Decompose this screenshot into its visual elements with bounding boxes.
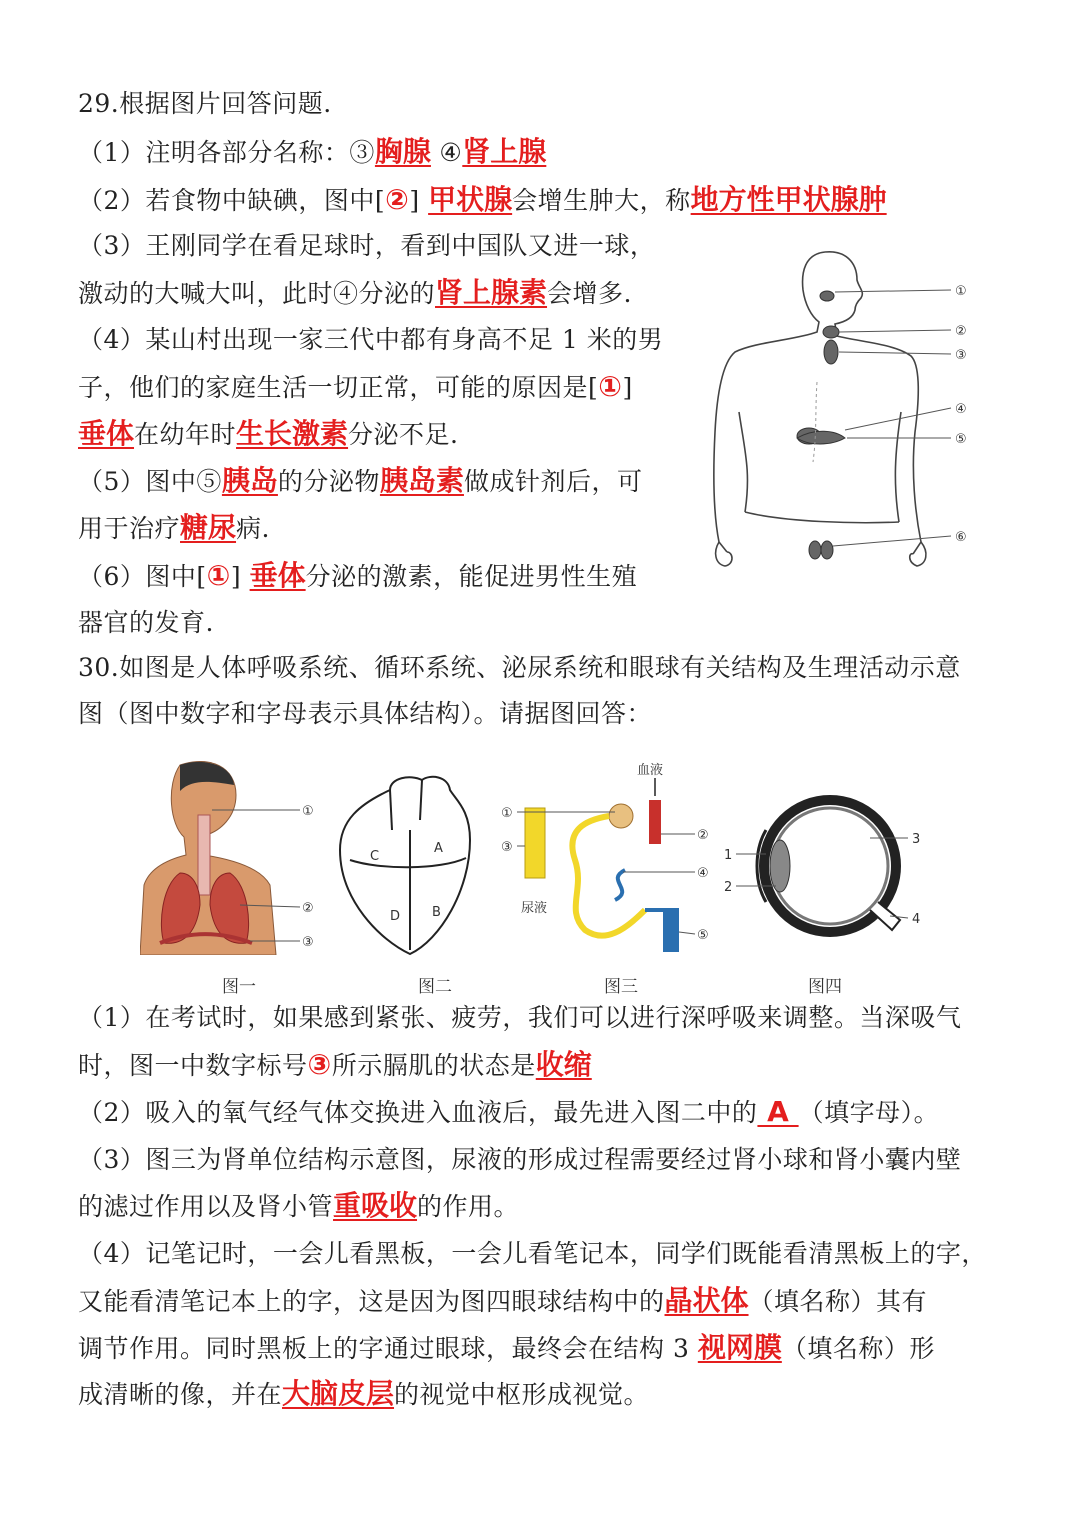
q30-part4-line1: （4）记笔记时，一会儿看黑板，一会儿看笔记本，同学们既能看清黑板上的字， — [78, 1239, 987, 1268]
fig3-label-blood: 血液 — [637, 763, 664, 778]
fig-label-1: ① — [955, 284, 967, 299]
q30-part2-post: （填字母）。 — [798, 1098, 940, 1127]
heart-label-b: B — [432, 905, 441, 920]
heart-label-c: C — [370, 849, 380, 864]
eye-label-2: 2 — [724, 880, 733, 895]
q30-part1-text: 时，图一中数字标号 — [78, 1051, 308, 1080]
testis-shape — [809, 541, 821, 559]
thymus-shape — [824, 340, 838, 364]
q30-part3-line1: （3）图三为肾单位结构示意图，尿液的形成过程需要经过肾小球和肾小囊内壁 — [78, 1145, 962, 1174]
q29-part3-text: 激动的大喊大叫，此时④分泌的 — [78, 279, 436, 308]
answer-growth-hormone: 生长激素 — [236, 417, 349, 450]
fig3-label-2: ② — [697, 828, 709, 843]
answer-number-2: ② — [385, 183, 410, 216]
q30-title-line2: 图（图中数字和字母表示具体结构）。请据图回答： — [78, 699, 653, 728]
fig-label-5: ⑤ — [955, 432, 967, 447]
q30-part4-line2 — [78, 1281, 927, 1322]
fig-label-6: ⑥ — [955, 530, 967, 545]
caption-fig1: 图一 — [222, 977, 256, 997]
answer-lens: 晶状体 — [664, 1284, 749, 1317]
q29-part3-line2 — [78, 273, 632, 314]
heart-label-d: D — [390, 909, 401, 924]
answer-reabsorption: 重吸收 — [333, 1189, 418, 1222]
fig1-label-3: ③ — [302, 935, 314, 950]
q30-part1-mid: 所示膈肌的状态是 — [331, 1051, 536, 1080]
answer-retina: 视网膜 — [697, 1331, 782, 1364]
fig-label-2: ② — [955, 324, 967, 339]
q29-part5-mid: 的分泌物 — [277, 467, 380, 496]
figure-nephron — [495, 760, 725, 960]
q29-part4-mid: 在幼年时 — [134, 420, 237, 449]
q29-part2 — [78, 180, 887, 221]
answer-number-1: ① — [598, 370, 623, 403]
fig3-label-5: ⑤ — [697, 928, 709, 943]
answer-left-atrium: A — [757, 1095, 799, 1128]
q29-part1-text: （1）注明各部分名称：③ — [78, 138, 375, 167]
fig3-label-1: ① — [501, 806, 513, 821]
q29-part4-post: 分泌不足. — [348, 420, 459, 449]
answer-thymus: 胸腺 — [374, 135, 431, 168]
thyroid-shape — [823, 326, 839, 338]
q29-part5-l2-post: 病. — [236, 514, 270, 543]
q29-part4-text: 子，他们的家庭生活一切正常，可能的原因是[ — [78, 373, 599, 402]
caption-fig4: 图四 — [808, 977, 842, 997]
q29-part2-text: （2）若食物中缺碘，图中[ — [78, 186, 386, 215]
answer-adrenal-gland: 肾上腺 — [462, 135, 547, 168]
q29-title: 29.根据图片回答问题. — [78, 89, 332, 118]
answer-thyroid: 甲状腺 — [428, 183, 513, 216]
fig1-label-2: ② — [302, 901, 314, 916]
q30-part4-l4-post: 的视觉中枢形成视觉。 — [394, 1380, 650, 1409]
q30-part4-l4: 成清晰的像，并在 — [78, 1380, 283, 1409]
q29-part5-post: 做成针剂后，可 — [463, 467, 643, 496]
answer-goiter: 地方性甲状腺肿 — [690, 183, 887, 216]
answer-diabetes: 糖尿 — [180, 511, 237, 544]
q29-part5-line2 — [78, 508, 270, 549]
fig3-label-3: ③ — [501, 840, 513, 855]
q29-part5-line1 — [78, 461, 642, 502]
endocrine-figure — [705, 232, 995, 582]
q30-part4-text: 又能看清笔记本上的字，这是因为图四眼球结构中的 — [78, 1287, 665, 1316]
pituitary-shape — [820, 291, 834, 301]
answer-number-1b: ① — [206, 559, 231, 592]
q29-part1-mid: ④ — [430, 138, 463, 167]
answer-insulin: 胰岛素 — [379, 464, 464, 497]
fig3-label-urine: 尿液 — [521, 901, 548, 916]
caption-fig3: 图三 — [604, 977, 638, 997]
heart-label-a: A — [434, 841, 443, 856]
figure-heart — [330, 770, 490, 960]
q30-part3-text: 的滤过作用以及肾小管 — [78, 1192, 334, 1221]
caption-fig2: 图二 — [418, 977, 452, 997]
q30-part4-post: （填名称）其有 — [748, 1287, 928, 1316]
fig1-label-1: ① — [302, 804, 314, 819]
answer-adrenaline: 肾上腺素 — [435, 276, 548, 309]
answer-pituitary: 垂体 — [78, 417, 135, 450]
q29-part6-post: 分泌的激素，能促进男性生殖 — [305, 562, 638, 591]
figure-eye — [720, 790, 930, 950]
answer-cerebral-cortex: 大脑皮层 — [282, 1377, 395, 1410]
q29-part2-post: 会增生肿大，称 — [512, 186, 691, 215]
q29-part5-l2: 用于治疗 — [78, 514, 181, 543]
q29-part2-bracket: ] — [409, 186, 420, 215]
fig3-label-4: ④ — [697, 866, 709, 881]
q29-part3-line1: （3）王刚同学在看足球时，看到中国队又进一球， — [78, 231, 656, 260]
q29-part6-line1 — [78, 556, 637, 597]
q29-part3-post: 会增多. — [547, 279, 632, 308]
q30-part4-l3-post: （填名称）形 — [781, 1334, 935, 1363]
q29-part6-bracket: ] — [230, 562, 242, 591]
q30-part4-l3: 调节作用。同时黑板上的字通过眼球，最终会在结构 3 — [78, 1334, 698, 1363]
q29-part6-text: （6）图中[ — [78, 562, 207, 591]
fig-label-3: ③ — [955, 348, 967, 363]
answer-islets: 胰岛 — [221, 464, 278, 497]
fig-label-4: ④ — [955, 402, 967, 417]
answer-pituitary-2: 垂体 — [249, 559, 306, 592]
q29-part4-bracket: ] — [622, 373, 633, 402]
q29-part4-line3 — [78, 414, 459, 455]
q30-part4-line4 — [78, 1374, 649, 1415]
eye-label-3: 3 — [912, 832, 921, 847]
answer-number-3: ③ — [307, 1048, 332, 1081]
q30-part1-line1: （1）在考试时，如果感到紧张、疲劳，我们可以进行深呼吸来调整。当深吸气 — [78, 1003, 962, 1032]
eye-label-4: 4 — [912, 912, 921, 927]
q29-part4-line1: （4）某山村出现一家三代中都有身高不足 1 米的男 — [78, 325, 664, 354]
eye-label-1: 1 — [724, 848, 733, 863]
q29-part1 — [78, 132, 546, 173]
q30-part2 — [78, 1092, 939, 1133]
q30-part1-line2 — [78, 1045, 592, 1086]
q30-part2-text: （2）吸入的氧气经气体交换进入血液后，最先进入图二中的 — [78, 1098, 758, 1127]
q29-part4-line2 — [78, 367, 633, 408]
q30-part3-line2 — [78, 1186, 519, 1227]
q30-part3-post: 的作用。 — [417, 1192, 520, 1221]
q29-part5-text: （5）图中⑤ — [78, 467, 222, 496]
figure-respiratory — [140, 755, 340, 955]
q30-title-line1: 30.如图是人体呼吸系统、循环系统、泌尿系统和眼球有关结构及生理活动示意 — [78, 653, 961, 682]
answer-contract: 收缩 — [535, 1048, 592, 1081]
q29-part6-line2: 器官的发育. — [78, 608, 214, 637]
q30-part4-line3 — [78, 1328, 935, 1369]
